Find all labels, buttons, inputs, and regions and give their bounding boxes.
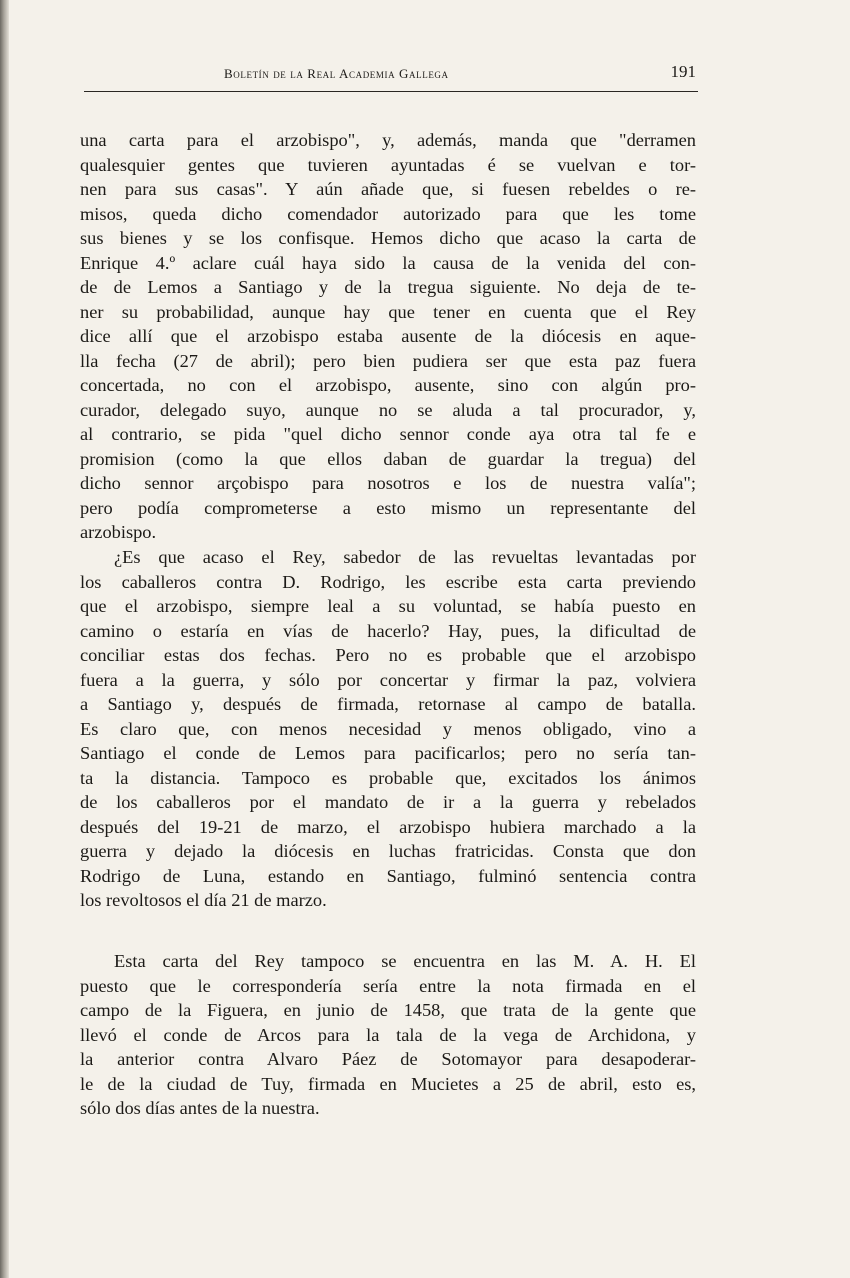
text-line: sus bienes y se los confisque. Hemos dicho que acaso la carta de [80, 228, 696, 248]
page-number: 191 [670, 62, 696, 81]
text-line: Es claro que, con menos necesidad y menos obligado, vino a [80, 718, 696, 739]
paragraph-3 [80, 949, 696, 1121]
text-line: pero podía comprometerse a esto mismo un representante del [80, 497, 696, 518]
text-line: dice allí que el arzobispo estaba ausente de la diócesis en aque- [80, 326, 696, 346]
running-title: Boletín de la Real Academia Gallega [224, 66, 449, 81]
text-line: le de la ciudad de Tuy, firmada en Mucietes a 25 de abril, esto es, [80, 1073, 696, 1094]
text-line: ta la distancia. Tampoco es probable que, excitados los ánimos [80, 767, 696, 788]
text-line: al contrario, se pida "quel dicho sennor conde aya otra tal fe e [80, 424, 696, 444]
text-line: Rodrigo de Luna, estando en Santiago, fulminó sentencia contra [80, 865, 696, 886]
text-line: llevó el conde de Arcos para la tala de la vega de Archidona, y [80, 1024, 696, 1045]
text-line: después del 19-21 de marzo, el arzobispo hubiera marchado a la [80, 816, 696, 837]
text-line: que el arzobispo, siempre leal a su voluntad, se había puesto en [80, 596, 696, 616]
text-line: Enrique 4.º aclare cuál haya sido la causa de la venida del con- [80, 252, 696, 273]
text-line: de de Lemos a Santiago y de la tregua siguiente. No deja de te- [80, 277, 696, 297]
text-line: camino o estaría en vías de hacerlo? Hay, pues, la dificultad de [80, 620, 696, 641]
text-line: guerra y dejado la diócesis en luchas fratricidas. Consta que don [80, 841, 696, 861]
text-line: ner su probabilidad, aunque hay que tener en cuenta que el Rey [80, 301, 696, 322]
paragraph-2 [80, 545, 696, 913]
text-line: dicho sennor arçobispo para nosotros e los de nuestra valía"; [80, 473, 696, 493]
header-rule [84, 91, 698, 92]
text-line: campo de la Figuera, en junio de 1458, que trata de la gente que [80, 1000, 696, 1020]
text-line: Esta carta del Rey tampoco se encuentra en las M. A. H. El [114, 951, 696, 971]
text-line: curador, delegado suyo, aunque no se aluda a tal procurador, y, [80, 399, 696, 420]
text-line: puesto que le correspondería sería entre la nota firmada en el [80, 975, 696, 996]
text-line: Santiago el conde de Lemos para pacificarlos; pero no sería tan- [80, 743, 696, 763]
text-line: promision (como la que ellos daban de guardar la tregua) del [80, 448, 696, 469]
text-line: los revoltosos el día 21 de marzo. [80, 890, 327, 910]
text-line: sólo dos días antes de la nuestra. [80, 1098, 320, 1118]
text-line: ¿Es que acaso el Rey, sabedor de las revueltas levantadas por [114, 547, 696, 567]
text-line: conciliar estas dos fechas. Pero no es probable que el arzobispo [80, 645, 696, 665]
text-line: los caballeros contra D. Rodrigo, les escribe esta carta previendo [80, 571, 696, 592]
text-line: lla fecha (27 de abril); pero bien pudiera ser que esta paz fuera [80, 350, 696, 371]
text-line: qualesquier gentes que tuvieren ayuntadas é se vuelvan e tor- [80, 154, 696, 175]
text-line: concertada, no con el arzobispo, ausente, sino con algún pro- [80, 375, 696, 395]
text-line: de los caballeros por el mandato de ir a la guerra y rebelados [80, 792, 696, 812]
text-line: arzobispo. [80, 522, 157, 542]
text-line: una carta para el arzobispo", y, además, manda que "derramen [80, 130, 696, 150]
text-line: fuera a la guerra, y sólo por concertar y firmar la paz, volviera [80, 669, 696, 690]
text-line: la anterior contra Alvaro Páez de Sotomayor para desapoderar- [80, 1049, 696, 1069]
text-line: a Santiago y, después de firmada, retornase al campo de batalla. [80, 694, 696, 714]
paragraph-1 [80, 128, 696, 545]
text-line: nen para sus casas". Y aún añade que, si fuesen rebeldes o re- [80, 179, 696, 199]
page-header [84, 62, 698, 92]
book-spine-shadow [0, 0, 9, 1278]
text-line: misos, queda dicho comendador autorizado para que les tome [80, 203, 696, 224]
